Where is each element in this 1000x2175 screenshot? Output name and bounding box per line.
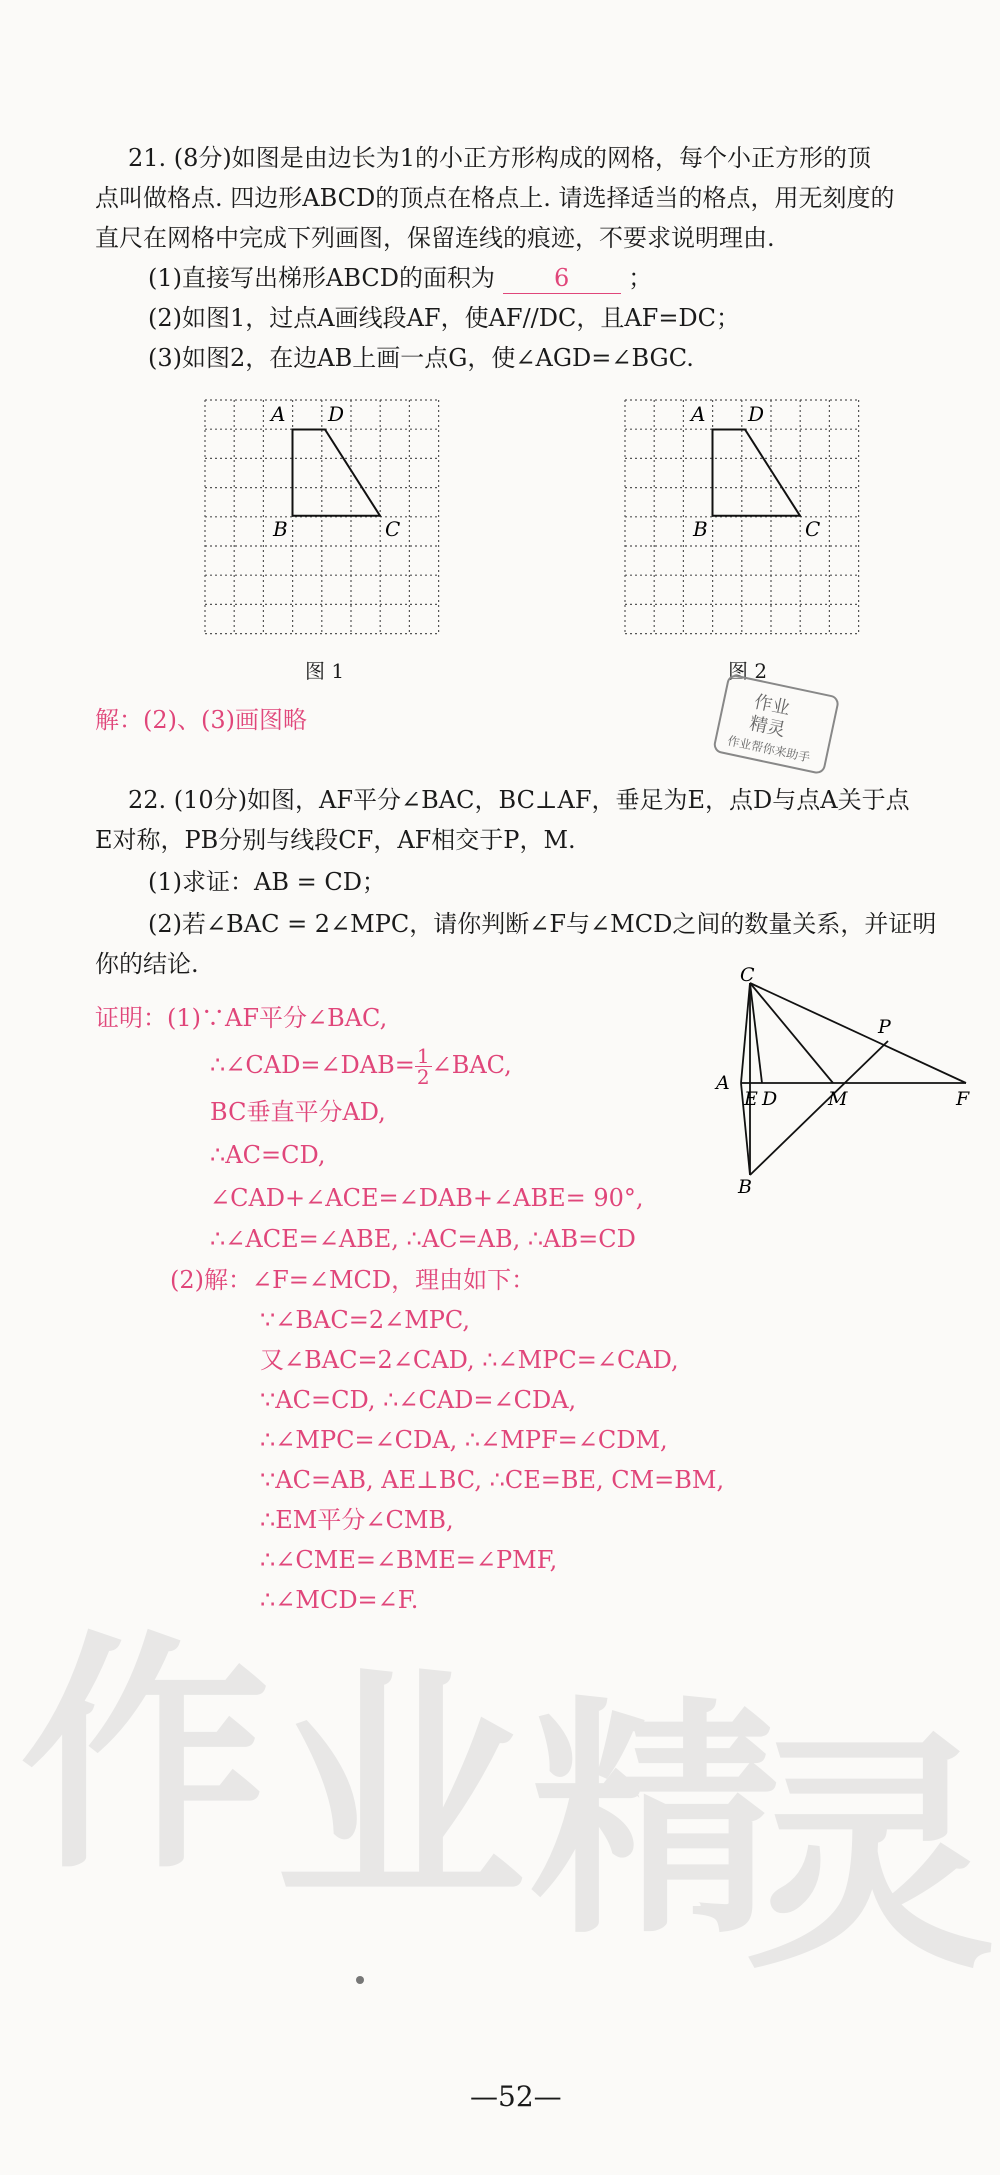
stamp-line2: 精灵 xyxy=(747,712,788,741)
q21-part1-suffix: ； xyxy=(628,264,653,292)
label-c: C xyxy=(805,517,821,541)
fraction-denominator: 2 xyxy=(416,1065,430,1089)
proof-line-2-pre: ∴∠CAD=∠DAB= xyxy=(210,1051,415,1079)
segment-cf xyxy=(750,983,966,1083)
proof-line-13: ∴EM平分∠CMB, xyxy=(260,1506,454,1534)
q21-part2: (2)如图1，过点A画线段AF，使AF//DC，且AF=DC； xyxy=(148,304,741,332)
q21-stem-line3: 直尺在网格中完成下列画图，保留连线的痕迹，不要求说明理由. xyxy=(95,224,775,252)
label-e: E xyxy=(744,1088,758,1110)
label-a: A xyxy=(716,1072,730,1094)
proof-line-10: ∵AC=CD, ∴∠CAD=∠CDA, xyxy=(260,1386,577,1414)
q21-part3: (3)如图2，在边AB上画一点G，使∠AGD=∠BGC. xyxy=(148,344,694,372)
proof-line-4: ∴AC=CD, xyxy=(210,1141,326,1169)
stamp-line1: 作业 xyxy=(752,691,792,720)
label-p: P xyxy=(878,1016,891,1038)
figure-1-caption: 图 1 xyxy=(305,659,345,683)
label-c: C xyxy=(740,965,755,986)
q21-stem-line2: 点叫做格点. 四边形ABCD的顶点在格点上. 请选择适当的格点，用无刻度的 xyxy=(95,184,895,212)
trapezoid-abcd xyxy=(293,430,381,516)
proof-line-2 xyxy=(210,1045,512,1087)
label-a: A xyxy=(691,402,706,426)
q22-figure xyxy=(700,965,980,1195)
proof-line-11: ∴∠MPC=∠CDA, ∴∠MPF=∠CDM, xyxy=(260,1426,668,1454)
segment-ac xyxy=(741,983,750,1083)
q21-stem-line1: 21. (8分)如图是由边长为1的小正方形构成的网格，每个小正方形的顶 xyxy=(128,144,872,172)
fraction-one-half xyxy=(415,1046,432,1087)
q21-part1-text: (1)直接写出梯形ABCD的面积为 xyxy=(148,264,496,292)
watermark-char-4: 灵 xyxy=(745,1711,995,2002)
label-b: B xyxy=(738,1176,752,1195)
label-b: B xyxy=(273,517,288,541)
proof-line-14: ∴∠CME=∠BME=∠PMF, xyxy=(260,1546,558,1574)
figure-2-caption: 图 2 xyxy=(728,659,768,683)
proof-line-9: 又∠BAC=2∠CAD, ∴∠MPC=∠CAD, xyxy=(260,1346,679,1374)
stamp-line3: 作业帮你来助手 xyxy=(726,733,812,765)
proof-line-6: ∴∠ACE=∠ABE, ∴AC=AB, ∴AB=CD xyxy=(210,1225,636,1253)
q22-stem-line2: E对称，PB分别与线段CF，AF相交于P，M. xyxy=(95,826,576,854)
proof-line-3: BC垂直平分AD, xyxy=(210,1098,386,1126)
label-c: C xyxy=(385,517,401,541)
q22-part1: (1)求证：AB = CD； xyxy=(148,868,386,896)
label-d: D xyxy=(748,402,765,426)
label-f: F xyxy=(956,1088,970,1110)
proof-line-8: ∵∠BAC=2∠MPC, xyxy=(260,1306,471,1334)
proof-line-15: ∴∠MCD=∠F. xyxy=(260,1586,419,1614)
label-d: D xyxy=(328,402,345,426)
q22-part2-line2: 你的结论. xyxy=(95,950,199,978)
q21-part1 xyxy=(148,258,652,298)
proof-line-7: (2)解：∠F=∠MCD，理由如下： xyxy=(170,1266,536,1294)
fraction-numerator: 1 xyxy=(416,1044,430,1068)
proof-line-1: 证明：(1)∵AF平分∠BAC, xyxy=(95,1004,388,1032)
trapezoid-abcd xyxy=(713,430,801,516)
segment-cd xyxy=(750,983,762,1083)
q21-figure-2 xyxy=(615,395,875,645)
label-b: B xyxy=(693,517,708,541)
proof-line-5: ∠CAD+∠ACE=∠DAB+∠ABE= 90°, xyxy=(210,1184,644,1212)
q21-solution: 解：(2)、(3)画图略 xyxy=(95,706,307,734)
page-number: —52— xyxy=(470,2080,562,2113)
q22-part2-line1: (2)若∠BAC = 2∠MPC，请你判断∠F与∠MCD之间的数量关系，并证明 xyxy=(148,910,937,938)
label-a: A xyxy=(271,402,286,426)
label-d: D xyxy=(762,1088,778,1110)
label-m: M xyxy=(828,1088,848,1110)
proof-line-12: ∵AC=AB, AE⊥BC, ∴CE=BE, CM=BM, xyxy=(260,1466,725,1494)
q22-stem-line1: 22. (10分)如图，AF平分∠BAC，BC⊥AF，垂足为E，点D与点A关于点 xyxy=(128,786,910,814)
q21-figure-1 xyxy=(195,395,455,645)
watermark-char-2: 业 xyxy=(275,1646,525,1937)
watermark-char-1: 作 xyxy=(20,1611,270,1902)
segment-cm xyxy=(750,983,833,1083)
decorative-dot xyxy=(356,1976,364,1984)
watermark-char-3: 精 xyxy=(530,1676,780,1967)
q21-part1-answer: 6 xyxy=(503,263,621,294)
proof-line-2-post: ∠BAC, xyxy=(431,1051,512,1079)
stamp-logo xyxy=(702,667,848,782)
